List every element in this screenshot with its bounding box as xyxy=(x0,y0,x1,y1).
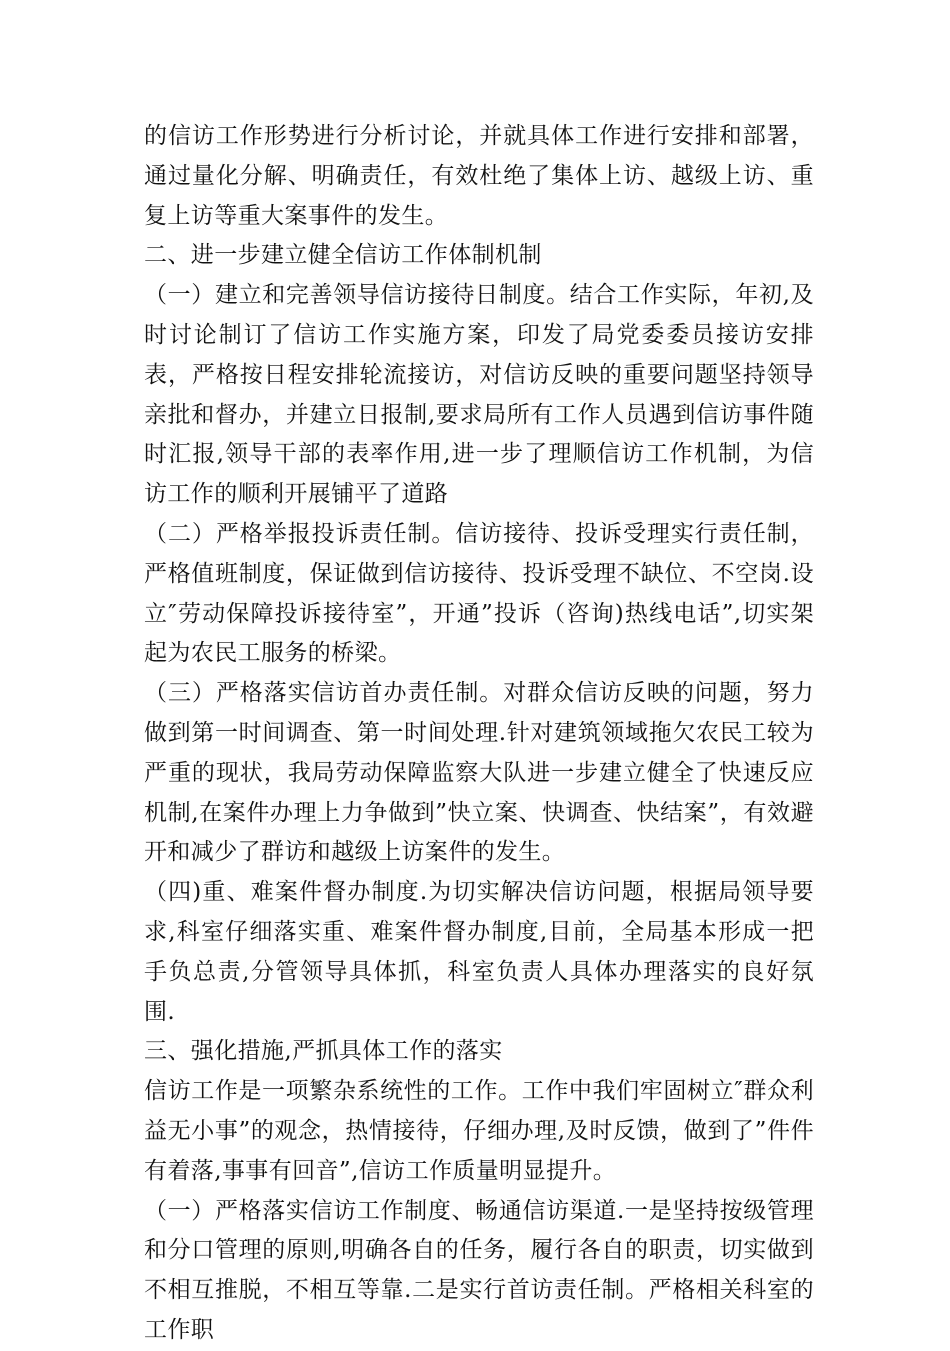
paragraph-section-three-intro: 信访工作是一项繁杂系统性的工作。工作中我们牢固树立″群众利益无小事”的观念，热情接待，仔细办理,及时反馈，做到了”件件有着落,事事有回音”,信访工作质量明显提升。 xyxy=(144,1078,814,1184)
paragraph-section-three-item-one: （一）严格落实信访工作制度、畅通信访渠道.一是坚持按级管理和分口管理的原则,明确各自的任务，履行各自的职责，切实做到不相互推脱，不相互等靠.二是实行首访责任制。严格相关科室的工作职 xyxy=(144,1197,814,1343)
paragraph-item-three: （三）严格落实信访首办责任制。对群众信访反映的问题，努力做到第一时间调查、第一时间处理.针对建筑领域拖欠农民工较为严重的现状，我局劳动保障监察大队进一步建立健全了快速反应机制,在案件办理上力争做到”快立案、快调查、快结案”，有效避开和减少了群访和越级上访案件的发生。 xyxy=(144,680,814,866)
section-heading-two: 二、进一步建立健全信访工作体制机制 xyxy=(144,242,542,269)
paragraph-item-four: （四)重、难案件督办制度.为切实解决信访问题，根据局领导要求,科室仔细落实重、难案件督办制度,目前，全局基本形成一把手负总责,分管领导具体抓，科室负责人具体办理落实的良好氛围. xyxy=(144,879,814,1025)
paragraph-item-two: （二）严格举报投诉责任制。信访接待、投诉受理实行责任制，严格值班制度，保证做到信访接待、投诉受理不缺位、不空岗.设立″劳动保障投诉接待室”，开通”投诉（咨询)热线电话”,切实架起为农民工服务的桥梁。 xyxy=(144,520,814,667)
document-body xyxy=(144,117,814,1351)
section-heading-three: 三、强化措施,严抓具体工作的落实 xyxy=(144,1038,503,1065)
paragraph-intro-continuation: 的信访工作形势进行分析讨论，并就具体工作进行安排和部署，通过量化分解、明确责任，有效杜绝了集体上访、越级上访、重复上访等重大案事件的发生。 xyxy=(144,123,814,229)
paragraph-item-one: （一）建立和完善领导信访接待日制度。结合工作实际，年初,及时讨论制订了信访工作实施方案，印发了局党委委员接访安排表，严格按日程安排轮流接访，对信访反映的重要问题坚持领导亲批和督办，并建立日报制,要求局所有工作人员遇到信访事件随时汇报,领导干部的表率作用,进一步了理顺信访工作机制，为信访工作的顺利开展铺平了道路 xyxy=(144,282,814,508)
